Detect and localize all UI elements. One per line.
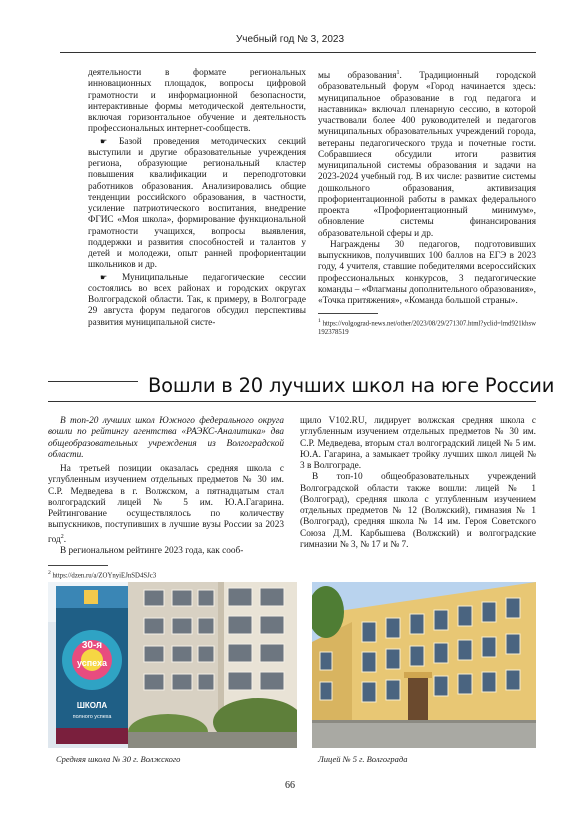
pointing-hand-icon: ☛ xyxy=(100,272,108,282)
banner-line: успеха xyxy=(76,658,108,668)
footnote xyxy=(48,565,284,580)
lyceum-5-photo xyxy=(312,582,536,748)
paragraph: В топ-10 общеобразовательных учреждений Волгоградской области также вошли: лицей № 1 (Волгоград), средняя школа с углубленным изучением отдельных предметов № 12 (Волжский), гимназия № 1 (Волгоград), средняя школа № 14 им. Героя Советского Союза Д.М. Карбышева (Волжский) и волгоградские гимназии № 3, № 17 и № 7. xyxy=(300,472,536,550)
footnote-ref: 1 xyxy=(396,70,400,76)
footnote-ref: 2 xyxy=(60,533,64,540)
footnote-number: 1 xyxy=(318,318,321,325)
article-title: Вошли в 20 лучших школ на юге России xyxy=(148,374,555,397)
footnote xyxy=(318,313,536,337)
running-title: Учебный год № 3, 2023 xyxy=(235,34,345,45)
right-photo-caption: Лицей № 5 г. Волгограда xyxy=(318,754,408,764)
paragraph: щило V102.RU, лидирует волжская средняя школа с углубленным изучением отдельных предметов № 30 им. С.Р. Медведева, вторым стал волгоградский лицей № 5 им. Ю.А. Гагарина, а замыкает тройку лучших школ лицей № 3 в Волгограде. xyxy=(300,416,536,471)
paragraph: В региональном рейтинге 2023 года, как сооб- xyxy=(60,545,244,556)
header-rule xyxy=(60,52,536,53)
paragraph: деятельности в формате региональных инновационных площадок, вопросы цифровой грамотности и информационной безопасности, интерактивные формы методической деятельности, включая горизонтальное обучение и деятельность профессиональных интернет-сообществ. xyxy=(88,68,306,135)
article-left-column xyxy=(48,416,284,581)
paragraph-bullet: ☛ Муниципальные педагогические сессии состоялись во всех районах и городских округах Волгоградской области. Так, к примеру, в Волгограде 29 августа форум педагогов обсудил перспективы развития муниципальной систе- xyxy=(88,272,307,328)
pointing-hand-icon: ☛ xyxy=(100,136,108,146)
school-30-photo xyxy=(48,582,297,748)
paragraph-bullet: ☛ Базой проведения методических секций выступили и другие образовательные учреждения региона, образующие региональный кластер повышения квалификации и переподготовки работников образования. Анализировались общие тенденции российского образования, в частности, усиление патриотического воспитания, внедрение ФГИС «Моя школа», формирование функциональной грамотности учащихся, вопросы выявления, поддержки и развития способностей и талантов у детей и молодежи, опыт ранней профориентации школьников и др. xyxy=(88,136,306,271)
banner-line: 30-я xyxy=(81,640,103,651)
page-number: 66 xyxy=(285,780,295,791)
headline-rule-bottom xyxy=(48,401,536,402)
headline-bar xyxy=(48,371,555,409)
footnote-number: 2 xyxy=(48,570,51,577)
paragraph: Награждены 30 педагогов, подготовивших выпускников, получивших 100 баллов на ЕГЭ в 2023 году, 4 учителя, ставшие победителями всероссийских профессиональных конкурсов, 3 педагогические команды – «Флагманы дополнительного образования», «Точка притяжения», «Команда большой страны». xyxy=(318,239,536,307)
article-right-column xyxy=(300,416,536,551)
banner-line: полного успеха xyxy=(72,714,112,720)
footnote-link[interactable]: https://volgograd-news.net/other/2023/08/29/271307.html?yclid=lmd921khsw192378519 xyxy=(318,320,536,336)
banner-line: ШКОЛА xyxy=(76,701,108,710)
top-right-column xyxy=(318,68,536,337)
top-left-column xyxy=(88,68,306,329)
headline-rule-left xyxy=(48,381,138,382)
paragraph: мы образования$^1$. Традиционный городской образовательный форум «Город начинается здесь: муниципальное образование в год педагога и наставника» включал пленарную сессию, в которой участвовали более 400 руководителей и педагогов муниципальных образовательных учреждений города, ветераны педагогического труда и почетные гости. Собравшиеся обсудили итоги развития муниципальной системы образования и задачи на 2023-2024 учебный год. В их числе: развитие системы дошкольного образования, активизация профориентационной работы в рамках федерального проекта «Профориентационный минимум», обновление системы финансирования образовательной сферы и др. xyxy=(318,70,536,239)
school-building-image xyxy=(48,582,297,748)
school-emblem-icon xyxy=(84,590,98,604)
lyceum-building-image xyxy=(312,582,536,748)
footnote-rule xyxy=(48,565,108,566)
footnote-link[interactable]: https://dzen.ru/a/ZOYnyiEJnSD4SJc3 xyxy=(52,572,157,580)
footnote-rule xyxy=(318,313,378,314)
paragraph: На третьей позиции оказалась средняя школа с углубленным изучением отдельных предметов № 30 им. С.Р. Медведева в г. Волжском, а пятнадцатым стал волгоградский лицей № 5 им. Ю.А.Гагарина. Рейтингование осуществлялось по количеству выпускников, поступивших в лучшие вузы России за 2023 год$^2$. xyxy=(48,464,284,545)
article-lead: В топ-20 лучших школ Южного федерального округа вошли по рейтингу агентства «РАЭКС-Аналитика» два общеобразовательных учреждения из Волгоградской области. xyxy=(48,416,284,460)
left-photo-caption: Средняя школа № 30 г. Волжского xyxy=(56,754,181,764)
